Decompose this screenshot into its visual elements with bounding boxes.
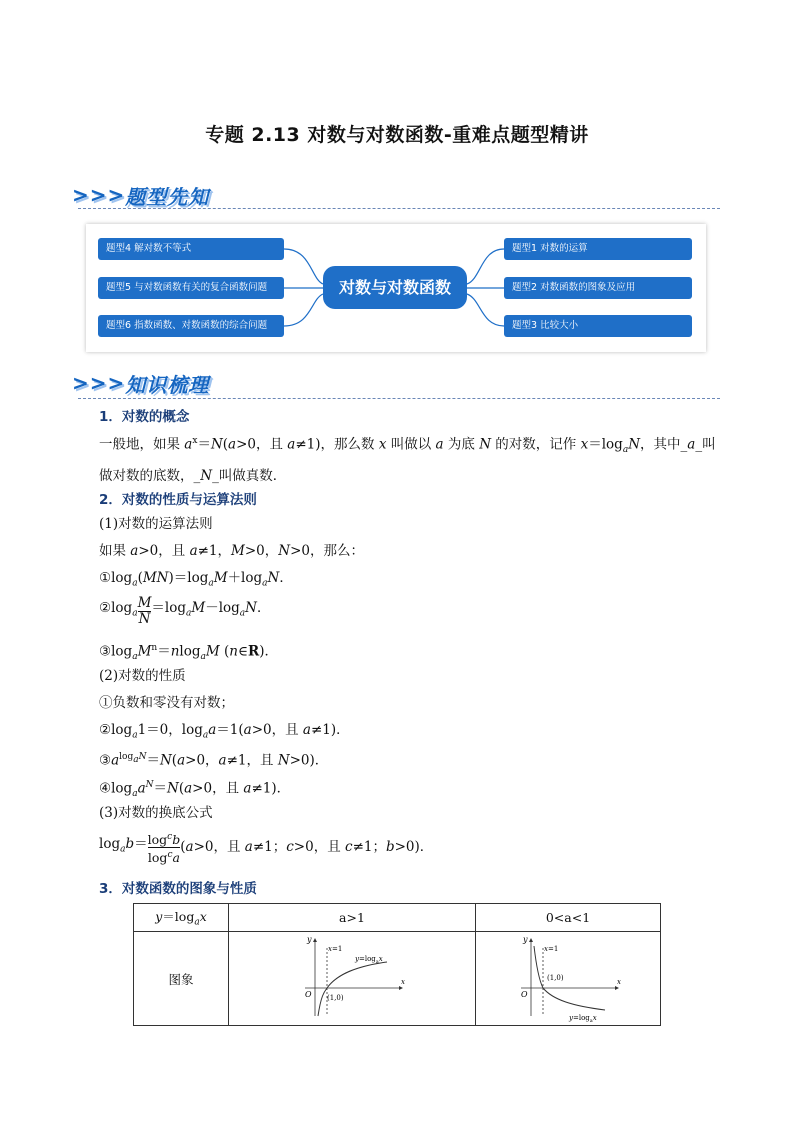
- divider: [78, 208, 720, 209]
- banner-label: 题型先知: [125, 184, 210, 209]
- graph-a-gt-1: [229, 932, 476, 1026]
- rule-quotient: $②\log_a$ $\frac{M}{N}$ $=\log_aM-\log_aN$．: [99, 595, 271, 627]
- section-banner-preview: [72, 178, 209, 212]
- arrows-icon: >>>: [72, 371, 126, 395]
- property-3: $③a^{log_aN}=N(a>0$，a≠1，且 N>0)．: [99, 752, 329, 769]
- rule-product: $①\log_a(MN)=\log_aM+\log_aN$．: [99, 570, 293, 589]
- svg-text:y: y: [523, 935, 528, 944]
- subheading-properties: (2)对数的性质: [99, 668, 186, 684]
- log-graph-decreasing: [513, 934, 623, 1024]
- mindmap-node-type4: 题型4 解对数不等式: [98, 238, 284, 260]
- table-header-y: $y=\log_ax$: [134, 904, 229, 932]
- table-header-a-gt-1: a>1: [229, 904, 476, 932]
- svg-text:(1,0): (1,0): [327, 994, 344, 1002]
- svg-text:y: y: [307, 935, 312, 944]
- property-1: ①负数和零没有对数；: [99, 695, 234, 711]
- mindmap-node-type3: 题型3 比较大小: [504, 315, 692, 337]
- graph-a-lt-1: [476, 932, 661, 1026]
- heading-log-function: 3．对数函数的图象与性质: [99, 881, 257, 897]
- change-of-base-formula: $\log_ab=$ $\frac{\log^cb}{\log^ca}$ (a>0，且 a≠1；c>0，且 c≠1；b>0)．: [99, 832, 434, 866]
- svg-text:x: x: [617, 978, 621, 986]
- svg-text:O: O: [305, 990, 312, 999]
- mindmap-node-type5: 题型5 与对数函数有关的复合函数问题: [98, 277, 284, 299]
- heading-log-properties: 2．对数的性质与运算法则: [99, 492, 257, 508]
- svg-text:y=logax: $y=\log_ax$: [355, 955, 383, 965]
- arrows-icon: >>>: [72, 183, 126, 207]
- svg-text:(1,0): (1,0): [547, 974, 564, 982]
- property-4: $④\log_aa^N=N(a>0$，且 a≠1)．: [99, 780, 291, 800]
- table-row-graph-label: 图象: [134, 932, 229, 1026]
- log-function-table: [133, 903, 661, 1026]
- svg-text:x: x: [401, 978, 405, 986]
- svg-text:x=1: x=1: [544, 945, 559, 953]
- log-definition-paragraph: 一般地，如果 $a^x=N(a>0$，且 a≠1)，那么数 x 叫做以 a 为底 N 的对数，记作 $x=\log_aN$，其中_a_叫做对数的底数，_N_叫做真数．: [99, 436, 716, 485]
- svg-text:x=1: x=1: [328, 945, 343, 953]
- mindmap-center: 对数与对数函数: [323, 266, 467, 309]
- property-2: $②\log_a1=0$，$\log_aa=1(a>0$，且 a≠1)．: [99, 722, 350, 741]
- subheading-change-base: (3)对数的换底公式: [99, 805, 213, 821]
- heading-log-concept: 1．对数的概念: [99, 409, 190, 425]
- mindmap-node-type1: 题型1 对数的运算: [504, 238, 692, 260]
- divider: [78, 398, 720, 399]
- mindmap-node-type2: 题型2 对数函数的图象及应用: [504, 277, 692, 299]
- section-banner-knowledge: [72, 366, 209, 400]
- rule-power: $③\log_aM^n=nlog_aM$ (n∈R)．: [99, 643, 278, 663]
- page-title: 专题 2.13 对数与对数函数-重难点题型精讲: [205, 124, 589, 146]
- table-header-a-lt-1: 0<a<1: [476, 904, 661, 932]
- mindmap-node-type6: 题型6 指数函数、对数函数的综合问题: [98, 315, 284, 337]
- mind-map: [86, 224, 706, 352]
- log-graph-increasing: [297, 934, 407, 1020]
- subheading-rules: (1)对数的运算法则: [99, 516, 213, 532]
- rules-condition: 如果 a>0，且 a≠1，M>0，N>0，那么：: [99, 543, 364, 559]
- svg-text:O: O: [521, 990, 528, 999]
- svg-text:y=logax: $y=\log_ax$: [569, 1014, 597, 1024]
- banner-label: 知识梳理: [125, 372, 210, 397]
